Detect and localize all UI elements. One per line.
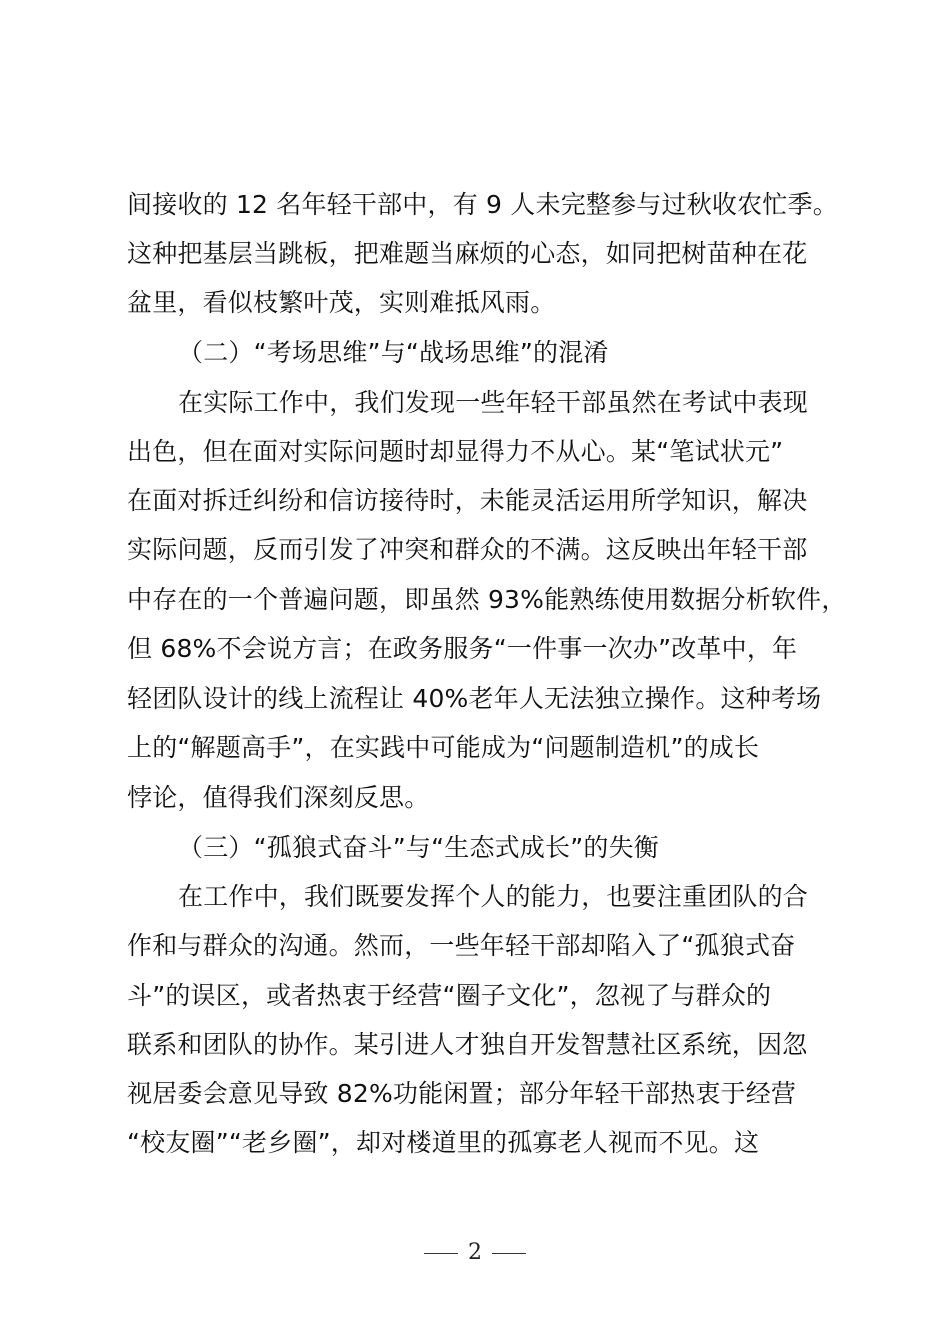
body-line-9: 中存在的一个普遍问题，即虽然 93%能熟练使用数据分析软件， [127,585,847,614]
body-line-3: 盆里，看似枝繁叶茂，实则难抵风雨。 [127,288,556,317]
body-line-5: 在实际工作中，我们发现一些年轻干部虽然在考试中表现 [178,388,809,417]
section-heading-2: （二）“考场思维”与“战场思维”的混淆 [178,338,609,367]
body-line-19: 视居委会意见导致 82%功能闲置；部分年轻干部热衷于经营 [127,1079,797,1108]
body-line-18: 联系和团队的协作。某引进人才独自开发智慧社区系统，因忽 [127,1030,808,1059]
footer-right-dash [492,1253,526,1254]
page-footer [0,1238,950,1268]
body-line-11: 轻团队设计的线上流程让 40%老年人无法独立操作。这种考场 [127,684,822,713]
footer-left-dash [424,1253,458,1254]
body-line-6: 出色，但在面对实际问题时却显得力不从心。某“笔试状元” [127,437,784,466]
body-line-16: 作和与群众的沟通。然而，一些年轻干部却陷入了“孤狼式奋 [127,931,796,960]
page-number: 2 [468,1240,482,1265]
body-line-12: 上的“解题高手”，在实践中可能成为“问题制造机”的成长 [127,733,760,762]
body-line-1: 间接收的 12 名年轻干部中，有 9 人未完整参与过秋收农忙季。 [127,190,838,219]
body-line-10: 但 68%不会说方言；在政务服务“一件事一次办”改革中，年 [127,634,798,663]
body-line-17: 斗”的误区，或者热衷于经营“圈子文化”，忽视了与群众的 [127,981,772,1010]
body-line-20: “校友圈”“老乡圈”，却对楼道里的孤寡老人视而不见。这 [127,1128,760,1157]
body-line-15: 在工作中，我们既要发挥个人的能力，也要注重团队的合 [178,882,809,911]
body-line-8: 实际问题，反而引发了冲突和群众的不满。这反映出年轻干部 [127,535,808,564]
body-line-2: 这种把基层当跳板，把难题当麻烦的心态，如同把树苗种在花 [127,239,808,268]
section-heading-3: （三）“孤狼式奋斗”与“生态式成长”的失衡 [178,833,660,862]
body-line-13: 悖论，值得我们深刻反思。 [127,783,430,812]
body-line-7: 在面对拆迁纠纷和信访接待时，未能灵活运用所学知识，解决 [127,486,808,515]
